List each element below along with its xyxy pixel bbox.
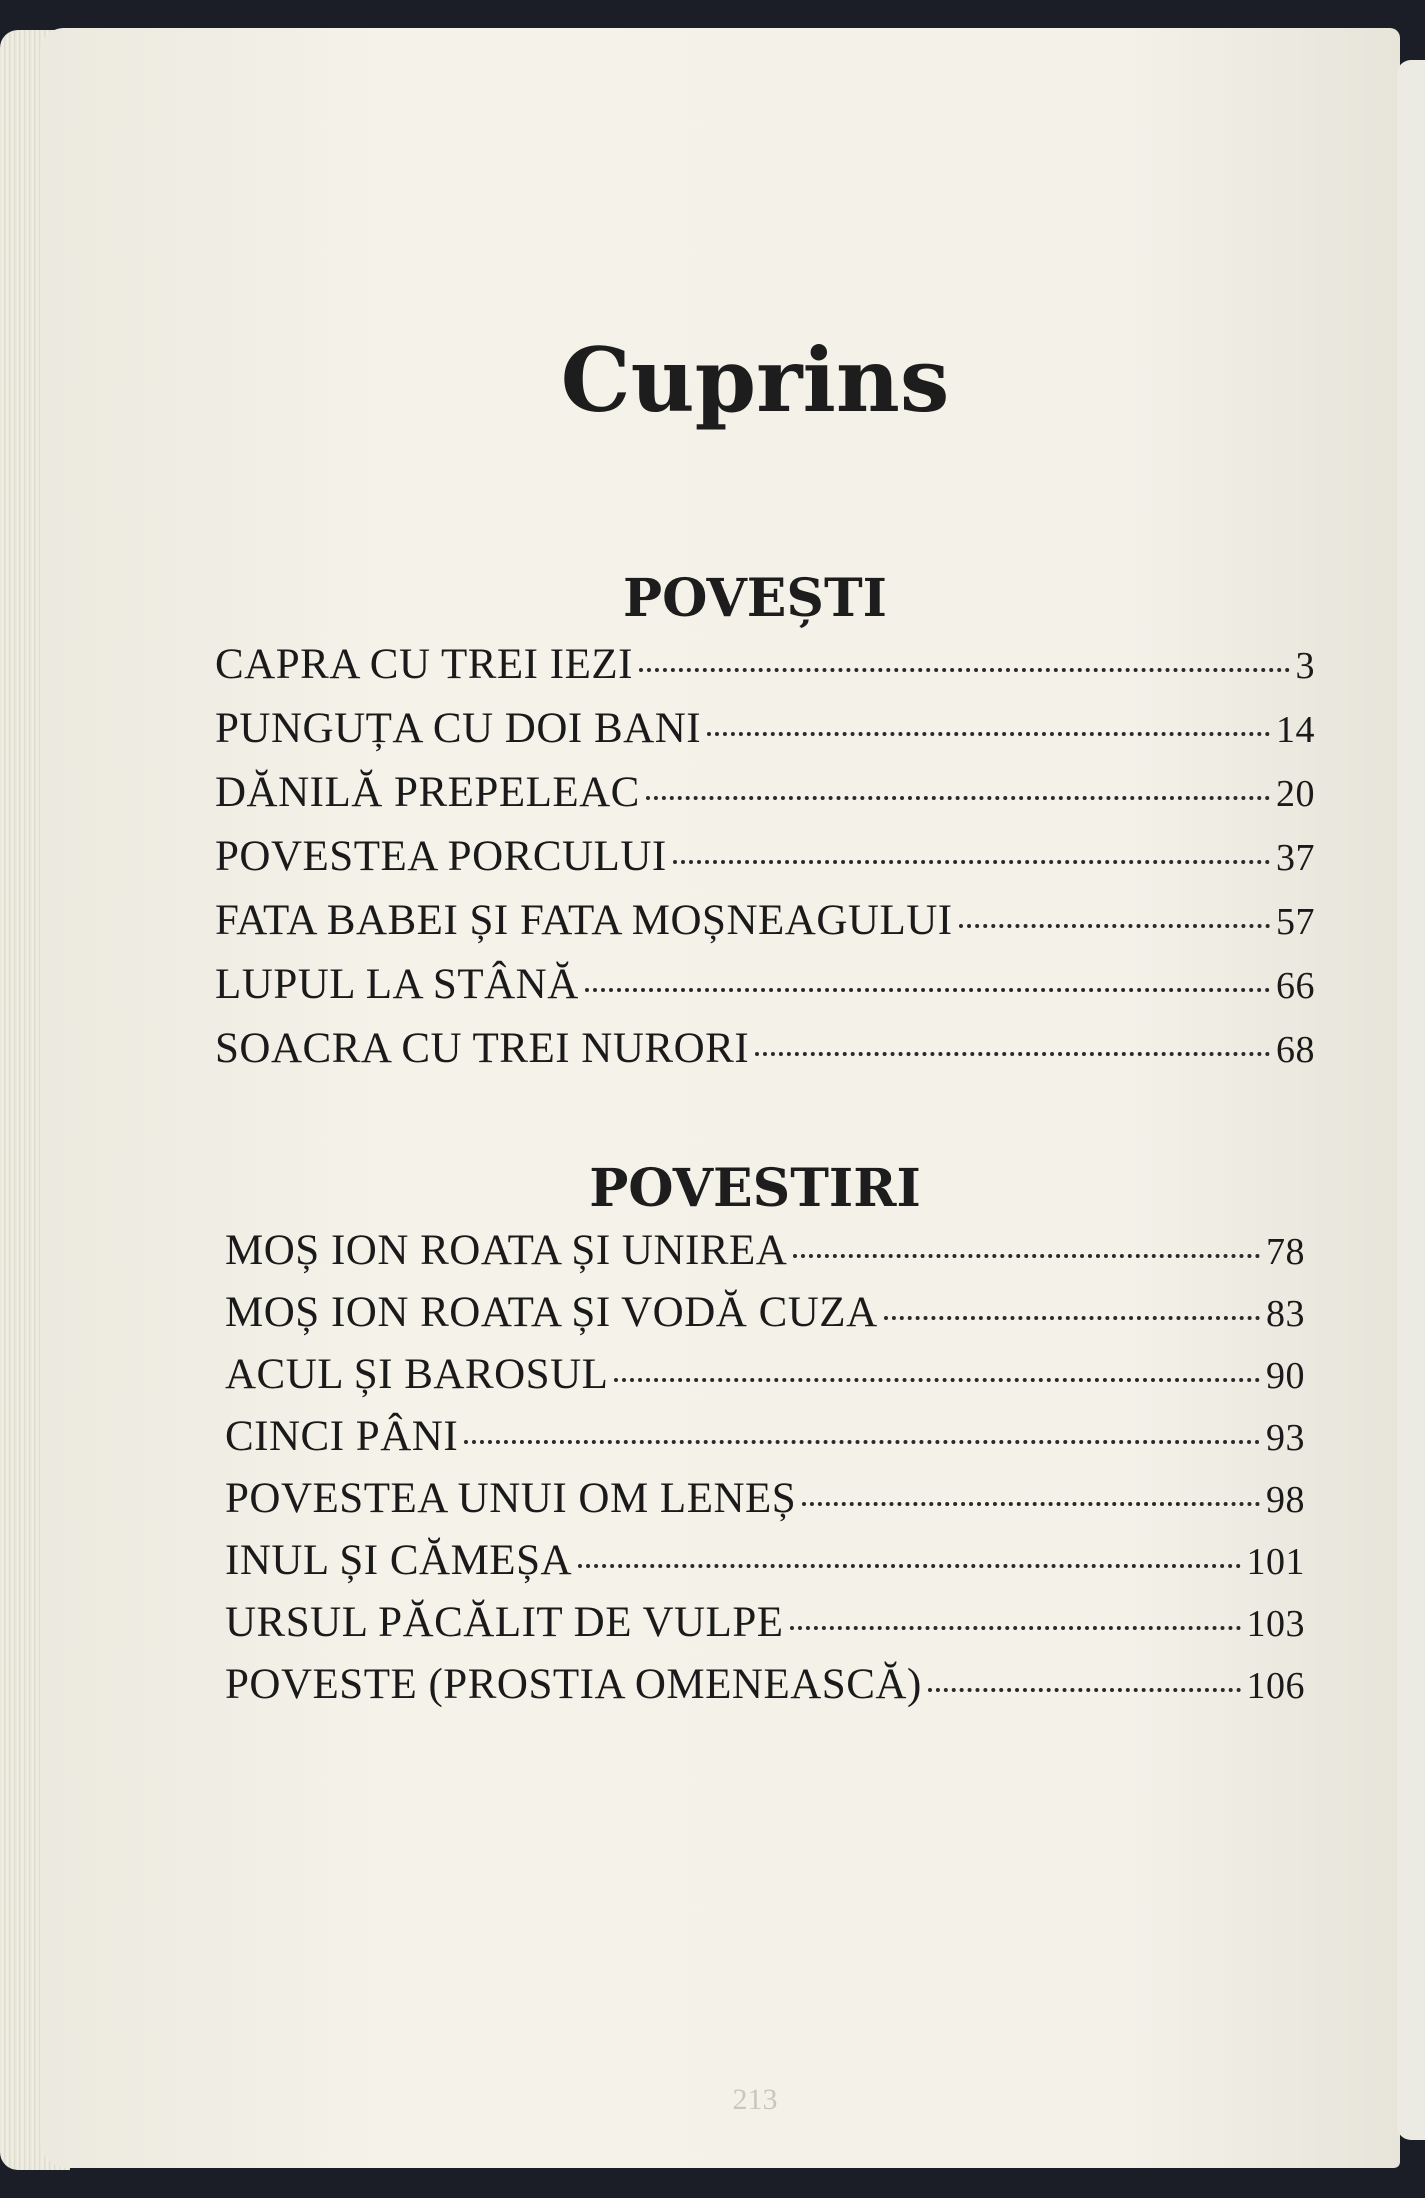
toc-entry: URSUL PĂCĂLIT DE VULPE 103	[225, 1599, 1305, 1646]
toc-entry: CINCI PÂNI 93	[225, 1413, 1305, 1460]
toc-entry: LUPUL LA STÂNĂ 66	[215, 961, 1315, 1008]
page-number: 20	[1276, 773, 1315, 815]
page-title: Cuprins	[560, 328, 950, 432]
dot-leader	[646, 796, 1270, 800]
toc-entry: PUNGUȚA CU DOI BANI 14	[215, 705, 1315, 752]
page-number: 98	[1266, 1479, 1305, 1521]
toc-entry: CAPRA CU TREI IEZI 3	[215, 641, 1315, 688]
toc-entry: MOȘ ION ROATA ȘI VODĂ CUZA 83	[225, 1289, 1305, 1336]
toc-list-povestiri	[225, 1226, 1305, 1722]
toc-entry: POVESTEA UNUI OM LENEȘ 98	[225, 1475, 1305, 1522]
page-number: 78	[1266, 1231, 1305, 1273]
toc-entry: INUL ȘI CĂMEȘA 101	[225, 1537, 1305, 1584]
toc-entry: DĂNILĂ PREPELEAC 20	[215, 769, 1315, 816]
dot-leader	[673, 860, 1270, 864]
dot-leader	[585, 988, 1270, 992]
page-number: 103	[1246, 1603, 1305, 1645]
dot-leader	[793, 1254, 1260, 1258]
dot-leader	[578, 1564, 1240, 1568]
toc-entry: SOACRA CU TREI NURORI 68	[215, 1025, 1315, 1072]
section-heading-povesti: POVEȘTI	[622, 568, 888, 629]
dot-leader	[707, 732, 1270, 736]
page-number: 90	[1266, 1355, 1305, 1397]
book-page	[40, 28, 1400, 2168]
dot-leader	[614, 1378, 1260, 1382]
dot-leader	[464, 1440, 1260, 1444]
toc-entry: POVESTE (PROSTIA OMENEASCĂ) 106	[225, 1661, 1305, 1708]
page-number: 101	[1246, 1541, 1305, 1583]
next-page-edge	[1397, 60, 1425, 2140]
dot-leader	[959, 924, 1270, 928]
page-number: 83	[1266, 1293, 1305, 1335]
dot-leader	[928, 1688, 1241, 1692]
dot-leader	[755, 1052, 1270, 1056]
page-number: 66	[1276, 965, 1315, 1007]
dot-leader	[790, 1626, 1241, 1630]
section-heading-povestiri: POVESTIRI	[589, 1158, 921, 1219]
page-number: 93	[1266, 1417, 1305, 1459]
page-number: 57	[1276, 901, 1315, 943]
toc-list-povesti	[215, 640, 1315, 1088]
toc-entry: FATA BABEI ȘI FATA MOȘNEAGULUI 57	[215, 897, 1315, 944]
toc-entry: MOȘ ION ROATA ȘI UNIREA 78	[225, 1227, 1305, 1274]
page-number: 37	[1276, 837, 1315, 879]
dot-leader	[639, 668, 1290, 672]
page-number: 3	[1295, 645, 1315, 687]
page-number: 68	[1276, 1029, 1315, 1071]
toc-entry: POVESTEA PORCULUI 37	[215, 833, 1315, 880]
dot-leader	[884, 1316, 1260, 1320]
footer-page-number: 213	[732, 2083, 778, 2116]
page-number: 106	[1246, 1665, 1305, 1707]
toc-entry: ACUL ȘI BAROSUL 90	[225, 1351, 1305, 1398]
dot-leader	[802, 1502, 1260, 1506]
page-number: 14	[1276, 709, 1315, 751]
